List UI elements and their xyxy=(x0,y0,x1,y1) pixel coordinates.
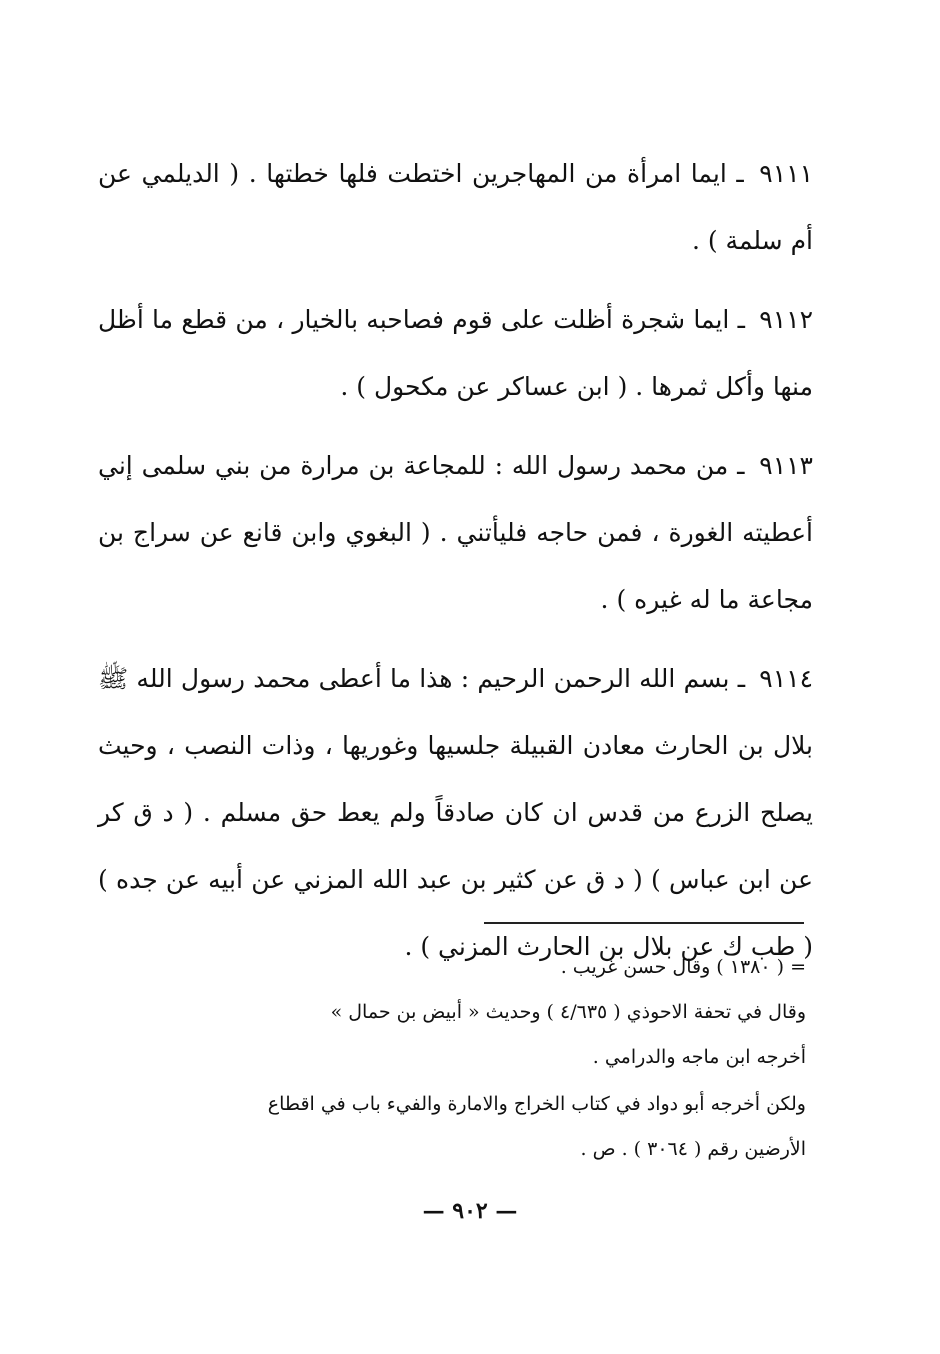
hadith-number: ٩١١١ xyxy=(759,159,813,188)
hadith-list xyxy=(98,140,813,980)
footnote-line: أخرجه ابن ماجه والدرامي . xyxy=(592,1046,806,1068)
hadith-text: ـ ايما شجرة أظلت على قوم فصاحبه بالخيار ، من قطع ما أظل منها وأكل ثمرها . ( ابن عساكر عن مكحول ) . xyxy=(98,305,813,401)
hadith-number: ٩١١٢ xyxy=(759,305,814,334)
hadith-text: ـ بسم الله الرحمن الرحيم : هذا ما أعطى محمد رسول الله ﷺ بلال بن الحارث معادن القبيلة جلسيها وغوريها ، وذات النصب ، وحيث يصلح الزرع من قدس ان كان صادقاً ولم يعط حق مسلم . ( د ق كر عن ابن عباس ) ( د ق عن كثير بن عبد الله المزني عن أبيه عن جده ) ( طب ك عن بلال بن الحارث المزني ) . xyxy=(98,664,813,961)
footnote-divider xyxy=(484,922,804,924)
footnote-line: الأرضين رقم ( ٣٠٦٤ ) . ص . xyxy=(580,1138,806,1160)
footnote-line: ولكن أخرجه أبو دواد في كتاب الخراج والامارة والفيء باب في اقطاع xyxy=(267,1093,806,1115)
footnote-line: وقال في تحفة الاحوذي ( ٤/٦٣٥ ) وحديث « أبيض بن حمال » xyxy=(330,1001,806,1023)
hadith-9112 xyxy=(98,286,813,420)
hadith-9111 xyxy=(98,140,813,274)
footnote-line: = ( ١٣٨٠ ) وقال حسن غريب . xyxy=(560,956,806,978)
hadith-number: ٩١١٤ xyxy=(759,664,813,693)
hadith-9114 xyxy=(98,645,813,980)
hadith-number: ٩١١٣ xyxy=(759,451,813,480)
hadith-text: ـ من محمد رسول الله : للمجاعة بن مرارة من بني سلمى إني أعطيته الغورة ، فمن حاجه فليأتني . ( البغوي وابن قانع عن سراج بن مجاعة ما له غيره ) . xyxy=(98,451,813,614)
footnotes xyxy=(98,945,806,1172)
page-number: — ٩٠٢ — xyxy=(422,1198,518,1224)
hadith-9113 xyxy=(98,432,813,633)
hadith-text: ـ ايما امرأة من المهاجرين اختطت فلها خطتها . ( الديلمي عن أم سلمة ) . xyxy=(98,159,813,255)
